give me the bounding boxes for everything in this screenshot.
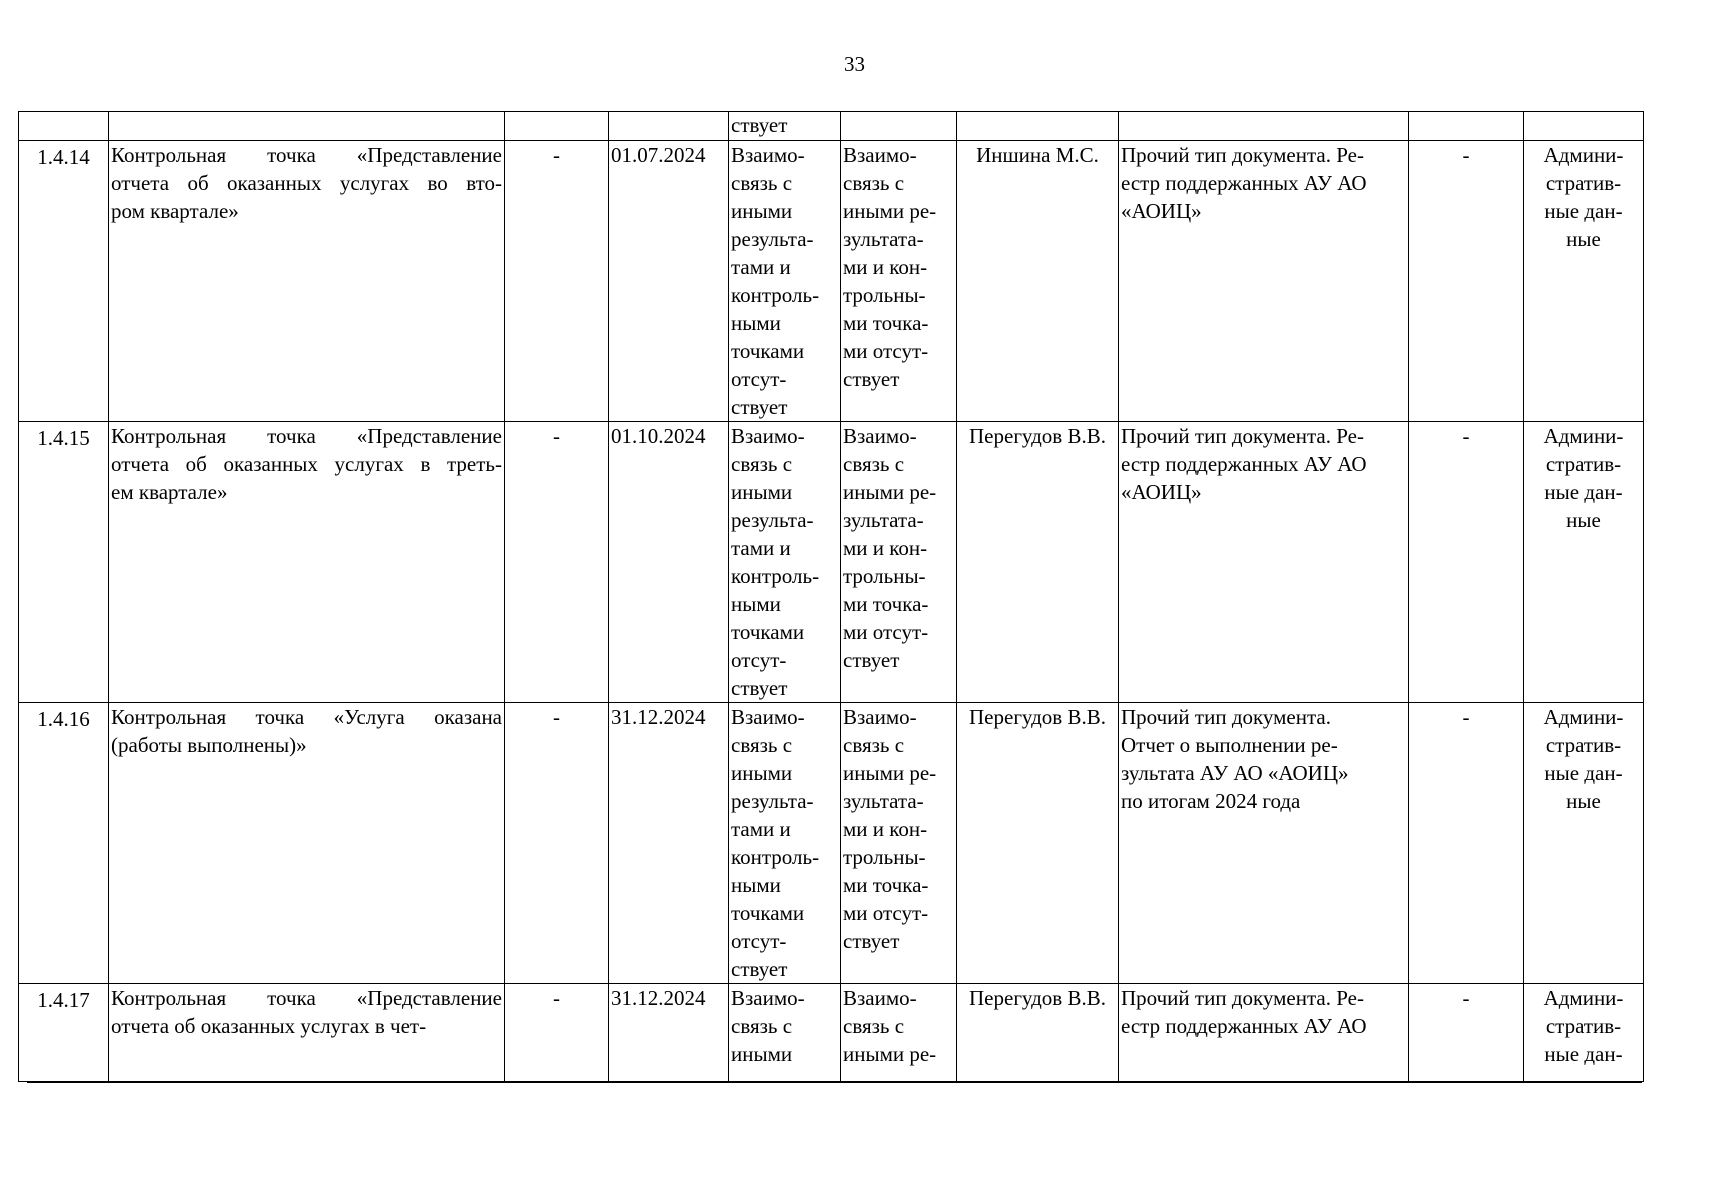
cell-text-line: контроль- bbox=[731, 564, 820, 588]
cell-text-line: точками bbox=[731, 620, 805, 644]
cell-text-line: ные bbox=[1566, 227, 1601, 251]
cell-text-line: иными bbox=[731, 199, 793, 223]
cell-text-line: ми точка- bbox=[843, 311, 929, 335]
cell-text-line: ми точка- bbox=[843, 592, 929, 616]
cell-text-line: трольны- bbox=[843, 845, 926, 869]
page-number: 33 bbox=[844, 52, 865, 76]
cell-text-line: ными bbox=[731, 311, 781, 335]
cell-text-line: связь с bbox=[731, 452, 793, 476]
cell-text-line: Взаимо- bbox=[731, 986, 805, 1010]
cell-num bbox=[19, 112, 109, 141]
cell-text: Перегудов В.В. bbox=[969, 424, 1106, 448]
cell-source bbox=[1524, 422, 1644, 703]
cell-source bbox=[1524, 703, 1644, 984]
table-row bbox=[19, 422, 1644, 703]
cell-text-line: (работы выполнены)» bbox=[111, 733, 307, 757]
table-body bbox=[19, 112, 1644, 1082]
cell-text-line: связь с bbox=[731, 733, 793, 757]
cell-date bbox=[609, 112, 729, 141]
cell-text-line: Взаимо- bbox=[731, 424, 805, 448]
cell-text-line: Контрольная точка «Представление bbox=[111, 143, 502, 167]
cell-text-line: по итогам 2024 года bbox=[1121, 789, 1301, 813]
cell-text-line: ми отсут- bbox=[843, 620, 929, 644]
cell-date bbox=[609, 422, 729, 703]
cell-text: 01.10.2024 bbox=[611, 424, 706, 448]
cell-text-line: Взаимо- bbox=[843, 143, 917, 167]
cell-text-line: ными bbox=[731, 592, 781, 616]
cell-text-line: контроль- bbox=[731, 283, 820, 307]
cell-text-line: связь с bbox=[843, 171, 905, 195]
cell-text-line: ми отсут- bbox=[843, 901, 929, 925]
cell-text: 1.4.17 bbox=[37, 988, 90, 1012]
cell-num bbox=[19, 422, 109, 703]
cell-text-line: Прочий тип документа. Ре- bbox=[1121, 986, 1364, 1010]
cell-text-line: отчета об оказанных услугах во вто- bbox=[111, 171, 502, 195]
cell-dash bbox=[505, 112, 609, 141]
cell-name bbox=[109, 141, 505, 422]
cell-text-line: Контрольная точка «Представление bbox=[111, 424, 502, 448]
cell-relation-results bbox=[729, 984, 841, 1082]
cell-text-line: отчета об оказанных услугах в треть- bbox=[111, 452, 502, 476]
cell-text: 31.12.2024 bbox=[611, 986, 706, 1010]
cell-text-line: Взаимо- bbox=[731, 705, 805, 729]
cell-text-line: Админи- bbox=[1543, 705, 1624, 729]
cell-name bbox=[109, 984, 505, 1082]
cell-relation-results bbox=[729, 141, 841, 422]
cell-text-line: точками bbox=[731, 901, 805, 925]
cell-text-line: ные bbox=[1566, 789, 1601, 813]
cell-text-line: ми и кон- bbox=[843, 255, 928, 279]
cell-document bbox=[1119, 984, 1409, 1082]
cell-text-line: ствует bbox=[731, 676, 788, 700]
cell-date bbox=[609, 141, 729, 422]
cell-relation-results bbox=[729, 422, 841, 703]
cell-num bbox=[19, 141, 109, 422]
cell-text-line: ми и кон- bbox=[843, 536, 928, 560]
cell-dash bbox=[505, 422, 609, 703]
cell-document bbox=[1119, 703, 1409, 984]
cell-text-line: Взаимо- bbox=[843, 986, 917, 1010]
cell-text-line: результа- bbox=[731, 227, 814, 251]
continuation-row bbox=[19, 112, 1644, 141]
cell-text-line: результа- bbox=[731, 789, 814, 813]
cell-dash bbox=[1409, 112, 1524, 141]
cell-text: - bbox=[1462, 705, 1470, 729]
cell-relation-control-points bbox=[841, 141, 957, 422]
cell-text-line: Взаимо- bbox=[731, 143, 805, 167]
table-row bbox=[19, 703, 1644, 984]
cell-text-line: стратив- bbox=[1545, 171, 1622, 195]
cell-text-line: отсут- bbox=[731, 929, 787, 953]
cell-relation-control-points bbox=[841, 112, 957, 141]
cell-text-line: ные дан- bbox=[1544, 761, 1623, 785]
cell-text: Иншина М.С. bbox=[976, 143, 1099, 167]
cell-text: 1.4.16 bbox=[37, 707, 90, 731]
cell-dash bbox=[505, 984, 609, 1082]
cell-text-line: отсут- bbox=[731, 648, 787, 672]
control-points-table bbox=[18, 111, 1644, 1082]
cell-text-line: Отчет о выполнении ре- bbox=[1121, 733, 1338, 757]
cell-text-line: стратив- bbox=[1545, 452, 1622, 476]
cell-text-line: иными ре- bbox=[843, 199, 937, 223]
cell-relation-results: ствует bbox=[729, 112, 841, 141]
cell-responsible bbox=[957, 112, 1119, 141]
cell-text-line: связь с bbox=[731, 171, 793, 195]
cell-text-line: Прочий тип документа. Ре- bbox=[1121, 143, 1364, 167]
cell-text: 1.4.15 bbox=[37, 426, 90, 450]
cell-text-line: иными ре- bbox=[843, 761, 937, 785]
cell-relation-results bbox=[729, 703, 841, 984]
cell-dash bbox=[1409, 984, 1524, 1082]
cell-text-line: зультата- bbox=[843, 789, 924, 813]
cell-text: Перегудов В.В. bbox=[969, 705, 1106, 729]
cell-date bbox=[609, 703, 729, 984]
cell-text-line: контроль- bbox=[731, 845, 820, 869]
cell-text-line: ми отсут- bbox=[843, 339, 929, 363]
cell-text-line: Прочий тип документа. Ре- bbox=[1121, 424, 1364, 448]
cell-text-line: отчета об оказанных услугах в чет- bbox=[111, 1014, 427, 1038]
cell-dash bbox=[1409, 141, 1524, 422]
cell-text-line: ствует bbox=[843, 648, 900, 672]
cell-text-line: «АОИЦ» bbox=[1121, 480, 1202, 504]
cell-num bbox=[19, 984, 109, 1082]
cell-name bbox=[109, 703, 505, 984]
cell-text-line: стратив- bbox=[1545, 733, 1622, 757]
cell-text-line: зультата- bbox=[843, 227, 924, 251]
cell-text-line: тами и bbox=[731, 255, 791, 279]
cell-text-line: ми и кон- bbox=[843, 817, 928, 841]
cell-text-line: иными ре- bbox=[843, 480, 937, 504]
cell-responsible bbox=[957, 703, 1119, 984]
cell-dash bbox=[1409, 422, 1524, 703]
cell-text-line: ем квартале» bbox=[111, 480, 228, 504]
cell-source bbox=[1524, 984, 1644, 1082]
cell-date bbox=[609, 984, 729, 1082]
cell-text-line: иными bbox=[731, 480, 793, 504]
cell-text: - bbox=[553, 143, 560, 167]
cell-dash bbox=[1409, 703, 1524, 984]
cell-relation-control-points bbox=[841, 422, 957, 703]
table-row bbox=[19, 141, 1644, 422]
cell-text: 31.12.2024 bbox=[611, 705, 706, 729]
cell-text-line: Админи- bbox=[1543, 424, 1624, 448]
cell-text-line: ствует bbox=[843, 929, 900, 953]
cell-text: 1.4.14 bbox=[37, 145, 90, 169]
cell-text-line: иными ре- bbox=[843, 1042, 937, 1066]
cell-text-line: отсут- bbox=[731, 367, 787, 391]
cell-text-line: трольны- bbox=[843, 283, 926, 307]
cell-text-line: ные bbox=[1566, 508, 1601, 532]
cell-text-line: ные дан- bbox=[1544, 199, 1623, 223]
cell-text-line: точками bbox=[731, 339, 805, 363]
cell-relation-control-points bbox=[841, 703, 957, 984]
cell-text-line: Взаимо- bbox=[843, 705, 917, 729]
cell-text-line: иными bbox=[731, 1042, 793, 1066]
cell-text-line: «АОИЦ» bbox=[1121, 199, 1202, 223]
cell-text-line: зультата АУ АО «АОИЦ» bbox=[1121, 761, 1349, 785]
cell-text-line: ствует bbox=[843, 367, 900, 391]
cell-text-line: Контрольная точка «Услуга оказана bbox=[111, 705, 502, 729]
table-bottom-border bbox=[27, 1081, 1642, 1083]
cell-source bbox=[1524, 141, 1644, 422]
cell-text: - bbox=[1462, 986, 1470, 1010]
cell-text-line: естр поддержанных АУ АО bbox=[1121, 1014, 1367, 1038]
cell-text-line: Прочий тип документа. bbox=[1121, 705, 1331, 729]
cell-text-line: Админи- bbox=[1543, 143, 1624, 167]
cell-text-line: ными bbox=[731, 873, 781, 897]
cell-text: - bbox=[1462, 424, 1470, 448]
cell-text-line: ные дан- bbox=[1544, 480, 1623, 504]
cell-text-line: иными bbox=[731, 761, 793, 785]
cell-text-line: стратив- bbox=[1545, 1014, 1622, 1038]
cell-text-line: связь с bbox=[843, 733, 905, 757]
cell-text-line: ми точка- bbox=[843, 873, 929, 897]
cell-text-line: ствует bbox=[731, 957, 788, 981]
cell-text-line: ные дан- bbox=[1544, 1042, 1623, 1066]
cell-text: - bbox=[1462, 143, 1470, 167]
table-row bbox=[19, 984, 1644, 1082]
cell-text-line: Админи- bbox=[1543, 986, 1624, 1010]
cell-text: - bbox=[553, 986, 560, 1010]
cell-dash bbox=[505, 703, 609, 984]
cell-document bbox=[1119, 112, 1409, 141]
cell-relation-control-points bbox=[841, 984, 957, 1082]
cell-text: - bbox=[553, 705, 560, 729]
cell-text-line: связь с bbox=[731, 1014, 793, 1038]
cell-text-line: связь с bbox=[843, 1014, 905, 1038]
cell-text-line: Взаимо- bbox=[843, 424, 917, 448]
cell-document bbox=[1119, 422, 1409, 703]
cell-text: - bbox=[553, 424, 560, 448]
cell-text-line: связь с bbox=[843, 452, 905, 476]
cell-responsible bbox=[957, 141, 1119, 422]
cell-text: 01.07.2024 bbox=[611, 143, 706, 167]
cell-text-line: естр поддержанных АУ АО bbox=[1121, 171, 1367, 195]
cell-responsible bbox=[957, 422, 1119, 703]
cell-name bbox=[109, 112, 505, 141]
cell-name bbox=[109, 422, 505, 703]
cell-text-line: ром квартале» bbox=[111, 199, 239, 223]
cell-dash bbox=[505, 141, 609, 422]
cell-text-line: естр поддержанных АУ АО bbox=[1121, 452, 1367, 476]
cell-source bbox=[1524, 112, 1644, 141]
cell-text-line: Контрольная точка «Представление bbox=[111, 986, 502, 1010]
cell-text-line: тами и bbox=[731, 817, 791, 841]
cell-text: Перегудов В.В. bbox=[969, 986, 1106, 1010]
cell-num bbox=[19, 703, 109, 984]
cell-text-line: результа- bbox=[731, 508, 814, 532]
cell-responsible bbox=[957, 984, 1119, 1082]
cell-document bbox=[1119, 141, 1409, 422]
cell-text-line: тами и bbox=[731, 536, 791, 560]
cell-text-line: зультата- bbox=[843, 508, 924, 532]
cell-text-line: трольны- bbox=[843, 564, 926, 588]
cell-text-line: ствует bbox=[731, 395, 788, 419]
